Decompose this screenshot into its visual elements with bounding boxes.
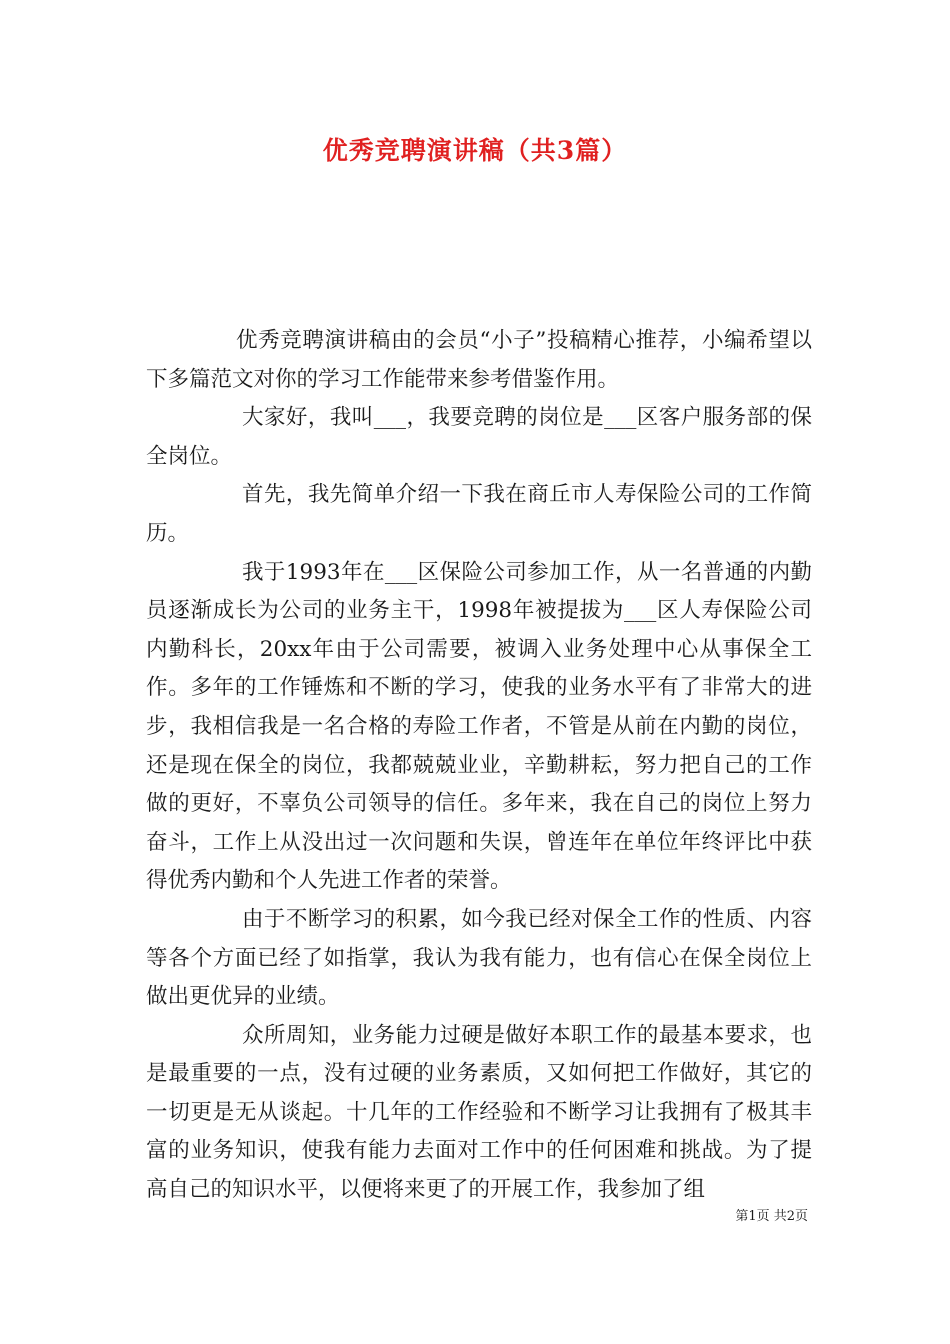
paragraph-work-history: 我于1993年在___区保险公司参加工作，从一名普通的内勤员逐渐成长为公司的业务主干，1998年被提拔为___区人寿保险公司内勤科长，20xx年由于公司需要，被调入业务处理中心从事保全工作。多年的工作锤炼和不断的学习，使我的业务水平有了非常大的进步，我相信我是一名合格的寿险工作者，不管是从前在内勤的岗位，还是现在保全的岗位，我都兢兢业业，辛勤耕耘，努力把自己的工作做的更好，不辜负公司领导的信任。多年来，我在自己的岗位上努力奋斗，工作上从没出过一次问题和失误，曾连年在单位年终评比中获得优秀内勤和个人先进工作者的荣誉。 [146, 559, 812, 894]
paragraph-resume-intro: 首先，我先简单介绍一下我在商丘市人寿保险公司的工作简历。 [146, 482, 812, 546]
document-body [146, 322, 812, 1210]
document-title: 优秀竞聘演讲稿（共3篇） [322, 136, 628, 165]
paragraph-greeting: 大家好，我叫___，我要竞聘的岗位是___区客户服务部的保全岗位。 [146, 405, 812, 469]
page-number-footer: 第1页 共2页 [735, 1209, 808, 1224]
paragraph-intro: 优秀竞聘演讲稿由的会员“小子”投稿精心推荐，小编希望以下多篇范文对你的学习工作能带来参考借鉴作用。 [146, 328, 812, 392]
paragraph-ability: 众所周知，业务能力过硬是做好本职工作的最基本要求，也是最重要的一点，没有过硬的业务素质，又如何把工作做好，其它的一切更是无从谈起。十几年的工作经验和不断学习让我拥有了极其丰富的业务知识，使我有能力去面对工作中的任何困难和挑战。为了提高自己的知识水平，以便将来更了的开展工作，我参加了组 [146, 1022, 812, 1203]
paragraph-knowledge: 由于不断学习的积累，如今我已经对保全工作的性质、内容等各个方面已经了如指掌，我认为我有能力，也有信心在保全岗位上做出更优异的业绩。 [146, 906, 812, 1010]
